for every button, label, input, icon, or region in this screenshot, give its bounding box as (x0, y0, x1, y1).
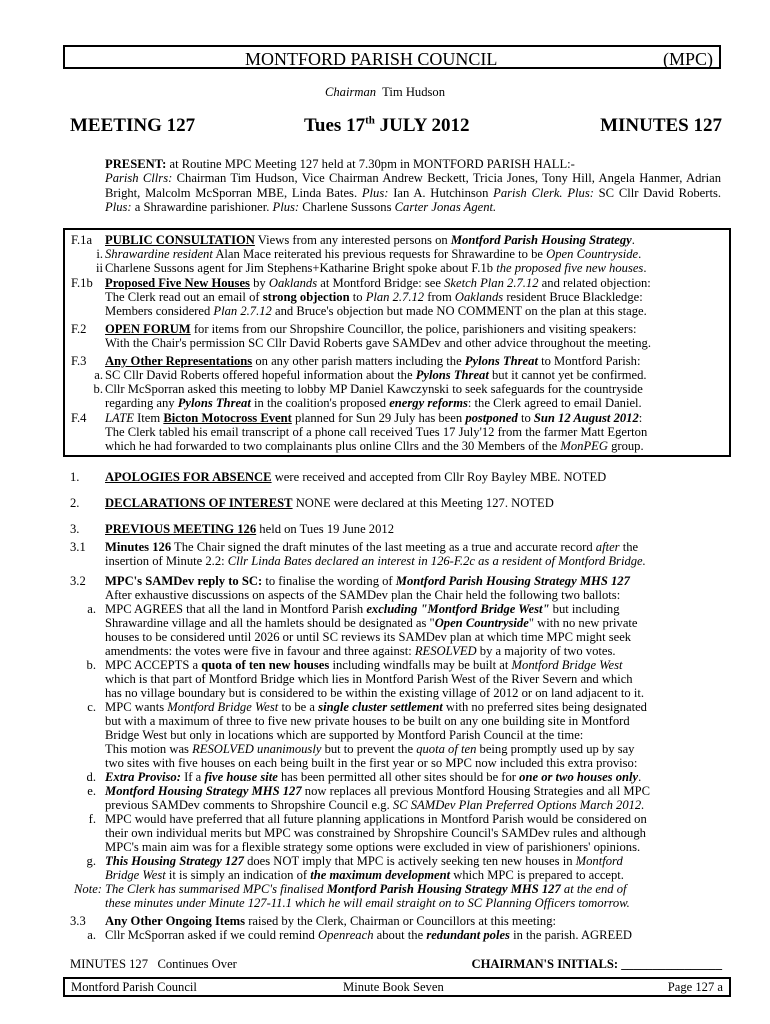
meeting-number: MEETING 127 (70, 115, 196, 136)
meeting-header-row (70, 115, 722, 139)
footer-council: Montford Parish Council (71, 980, 197, 994)
forum-box: F.1a PUBLIC CONSULTATION Views from any interested persons on Montford Parish Housing Strategy. i. Shrawardine resident Alan Mace reiterated his previous requests for Shrawardine to be Open Countryside. ii Charlene Sussons agent for Jim Stephens+Katharine Bright spoke about F.1b the proposed five new houses. F.1b Proposed Five New Houses by Oaklands at Montford Bridge: see Sketch Plan 2.7.12 and related objection: The Clerk read out an email of strong objection to Plan 2.7.12 from Oaklands resident Bruce Blackledge: Members considered Plan 2.7.12 and Bruce's objection but made NO COMMENT on the plan at this stage. F.2 OPEN FORUM for items from our Shropshire Councillor, the police, parishioners and visiting speakers: With the Chair's permission SC Cllr David Roberts gave SAMDev and other advice throughout the meeting. F.3 Any Other Representations on any other parish matters including the Pylons Threat to Montford Parish: a. SC Cllr David Roberts offered hopeful information about the Pylons Threat but it cannot yet be confirmed. b. Cllr McSporran asked this meeting to lobby MP Daniel Kawczynski to seek safeguards for the countryside regarding any Pylons Threat in the coalition's proposed energy reforms: the Clerk agreed to email Daniel. F.4 LATE Item Bicton Motocross Event planned for Sun 29 July has been postponed to Sun 12 August 2012: The Clerk tabled his email transcript of a phone call received Tues 17 July'12 from the farmer Matt Egerton which he had forwarded to two complainants plus online Cllrs and the 30 Members of the MonPEG group. (63, 228, 731, 457)
chairman-line: Chairman Tim Hudson (324, 85, 446, 99)
footer-book: Minute Book Seven (343, 980, 444, 994)
council-title: MONTFORD PARISH COUNCIL (245, 49, 498, 69)
title-box (63, 45, 721, 69)
meeting-date: Tues 17th JULY 2012 (304, 114, 470, 136)
chairmans-initials: CHAIRMAN'S INITIALS: ________________ (471, 957, 722, 971)
council-abbr: (MPC) (662, 49, 713, 69)
footer-page: Page 127 a (667, 980, 723, 994)
minutes-number: MINUTES 127 (600, 115, 722, 136)
continues-over: MINUTES 127 Continues Over (70, 957, 237, 971)
footer-box (63, 977, 731, 997)
present-section: PRESENT: at Routine MPC Meeting 127 held at 7.30pm in MONTFORD PARISH HALL:- Parish Cllrs: Chairman Tim Hudson, Vice Chairman Andrew Beckett, Tricia Jones, Tony Hill, Angela Hanmer, Adrian Bright, Malcolm McSporran MBE, Linda Bates. Plus: Ian A. Hutchinson Parish Clerk. Plus: SC Cllr David Roberts. Plus: a Shrawardine parishioner. Plus: Charlene Sussons Carter Jonas Agent. (105, 157, 721, 215)
